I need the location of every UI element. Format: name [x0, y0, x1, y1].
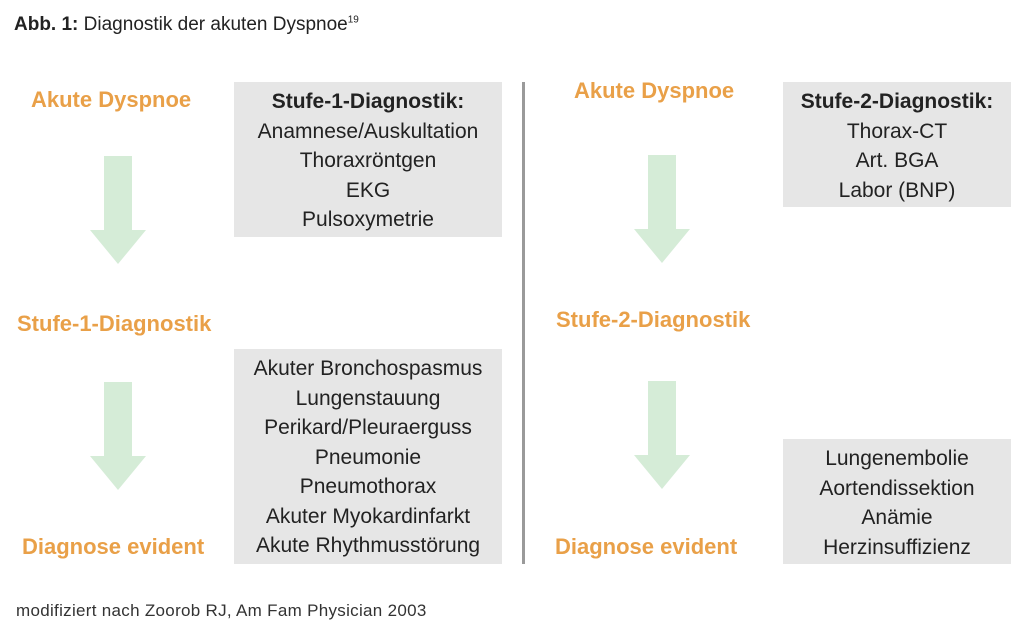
left-finding-item: Lungenstauung [295, 386, 441, 410]
left-finding-item: Akuter Bronchospasmus [253, 357, 483, 380]
left-finding-item: Pneumothorax [299, 475, 437, 498]
left-method-item: EKG [345, 178, 391, 202]
left-methods-box [234, 82, 502, 237]
figure-caption [14, 14, 359, 36]
right-start-label: Akute Dyspnoe [574, 78, 735, 103]
right-arrow-down-1 [634, 155, 690, 263]
right-finding-item: Anämie [861, 506, 933, 529]
left-method-item: Thoraxröntgen [299, 149, 437, 172]
right-method-item: Thorax-CT [846, 119, 948, 143]
left-start-label: Akute Dyspnoe [31, 87, 192, 112]
left-method-item: Anamnese/Auskultation [257, 119, 479, 143]
left-finding-item: Akute Rhythmusstörung [255, 534, 481, 557]
left-finding-item: Akuter Myokardinfarkt [265, 504, 471, 528]
caption-superscript: 19 [347, 14, 359, 26]
right-method-item: Labor (BNP) [838, 178, 956, 202]
left-finding-item: Pneumonie [314, 445, 422, 469]
right-arrow-down-2 [634, 381, 690, 489]
caption-label: Abb. 1: [14, 14, 79, 35]
right-methods-box [783, 82, 1011, 207]
left-arrow-down-1 [90, 156, 146, 264]
left-method-item: Pulsoxymetrie [302, 208, 434, 231]
left-step-label: Stufe-1-Diagnostik [17, 311, 212, 336]
right-finding-item: Lungenembolie [825, 447, 969, 470]
right-finding-item: Aortendissektion [819, 476, 975, 500]
column-divider [522, 82, 525, 564]
right-findings-box [783, 439, 1011, 564]
left-end-label: Diagnose evident [22, 534, 205, 559]
right-methods-heading: Stufe-2-Diagnostik: [800, 90, 994, 113]
left-arrow-down-2 [90, 382, 146, 490]
right-method-item: Art. BGA [855, 149, 939, 172]
right-finding-item: Herzinsuffizienz [823, 535, 971, 559]
left-findings-box [234, 349, 502, 564]
right-step-label: Stufe-2-Diagnostik [556, 307, 751, 332]
left-methods-heading: Stufe-1-Diagnostik: [271, 90, 465, 113]
right-end-label: Diagnose evident [555, 534, 738, 559]
source-citation: modifiziert nach Zoorob RJ, Am Fam Physician 2003 [16, 601, 427, 620]
left-finding-item: Perikard/Pleuraerguss [264, 416, 472, 439]
caption-text: Diagnostik der akuten Dyspnoe [83, 14, 348, 35]
